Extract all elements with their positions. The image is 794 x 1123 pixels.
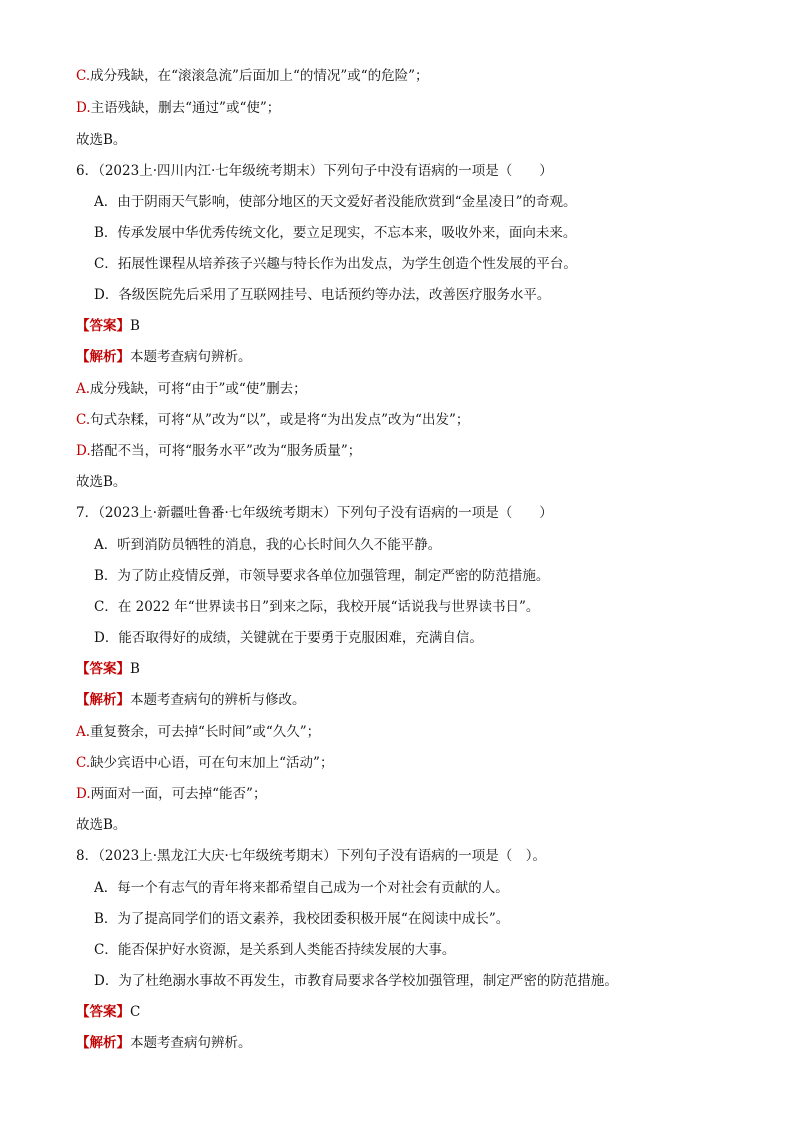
option-c: C．能否保护好水资源，是关系到人类能否持续发展的大事。 [94,942,456,958]
option-d: D．能否取得好的成绩，关键就在于要勇于克服困难，充满自信。 [94,630,483,646]
analysis-text: 重复赘余，可去掉“长时间”或“久久”； [90,724,321,740]
option-a: A．由于阴雨天气影响，使部分地区的天文爱好者没能欣赏到“金星凌日”的奇观。 [94,194,577,210]
conclusion: 故选B。 [76,132,127,148]
analysis-text: 两面对一面，可去掉“能否”； [90,786,267,802]
analysis-prefix: D. [76,100,91,116]
answer-value: B [130,661,140,677]
analysis-line [76,753,754,773]
question-stem: 6．（2023上·四川内江·七年级统考期末）下列句子中没有语病的一项是（ ） [76,163,553,179]
analysis-line [76,784,754,804]
answer-line [76,659,754,679]
analysis-prefix: C. [76,68,91,84]
analysis-summary: 本题考查病句的辨析与修改。 [130,692,306,708]
analysis-head [76,1033,754,1053]
question-stem: 8．（2023上·黑龙江大庆·七年级统考期末）下列句子没有语病的一项是（ ）。 [76,848,547,864]
analysis-text: 缺少宾语中心语，可在句末加上“活动”； [90,755,334,771]
option-b: B．为了防止疫情反弹，市领导要求各单位加强管理，制定严密的防范措施。 [94,568,550,584]
analysis-text: 成分残缺，在“滚滚急流”后面加上“的情况”或“的危险”； [90,68,429,84]
analysis-prefix: C. [76,755,91,771]
answer-label: 【答案】 [76,318,130,334]
analysis-prefix: D. [76,443,91,459]
analysis-text: 主语残缺，删去“通过”或“使”； [90,100,281,116]
question-stem: 7．（2023上·新疆吐鲁番·七年级统考期末）下列句子没有语病的一项是（ ） [76,505,553,521]
option-a: A．听到消防员牺牲的消息，我的心长时间久久不能平静。 [94,537,442,553]
option-b: B．为了提高同学们的语文素养，我校团委积极开展“在阅读中成长”。 [94,911,510,927]
analysis-head [76,690,754,710]
analysis-label: 【解析】 [76,1035,130,1051]
option-d: D．各级医院先后采用了互联网挂号、电话预约等办法，改善医疗服务水平。 [94,287,551,303]
analysis-label: 【解析】 [76,349,130,365]
analysis-summary: 本题考查病句辨析。 [130,1035,252,1051]
option-c: C．在 2022 年“世界读书日”到来之际，我校开展“话说我与世界读书日”。 [94,599,540,615]
analysis-line [76,379,754,399]
conclusion: 故选B。 [76,474,127,490]
analysis-line [76,441,754,461]
option-b: B．传承发展中华优秀传统文化，要立足现实，不忘本来，吸收外来，面向未来。 [94,225,577,241]
answer-line [76,1002,754,1022]
answer-label: 【答案】 [76,661,130,677]
option-c: C．拓展性课程从培养孩子兴趣与特长作为出发点，为学生创造个性发展的平台。 [94,256,577,272]
analysis-prefix: D. [76,786,91,802]
analysis-line [76,722,754,742]
analysis-line [76,410,754,430]
analysis-head [76,347,754,367]
analysis-prefix: A. [76,381,91,397]
analysis-line [76,98,754,118]
conclusion: 故选B。 [76,817,127,833]
answer-value: B [130,318,140,334]
analysis-text: 句式杂糅，可将“从”改为“以”，或是将“为出发点”改为“出发”； [90,412,470,428]
analysis-label: 【解析】 [76,692,130,708]
option-d: D．为了杜绝溺水事故不再发生，市教育局要求各学校加强管理，制定严密的防范措施。 [94,973,618,989]
answer-line [76,316,754,336]
answer-value: C [130,1004,141,1020]
option-a: A．每一个有志气的青年将来都希望自己成为一个对社会有贡献的人。 [94,880,509,896]
analysis-text: 成分残缺，可将“由于”或“使”删去； [90,381,307,397]
analysis-prefix: A. [76,724,91,740]
analysis-line [76,66,754,86]
analysis-summary: 本题考查病句辨析。 [130,349,252,365]
analysis-text: 搭配不当，可将“服务水平”改为“服务质量”； [90,443,362,459]
analysis-prefix: C. [76,412,91,428]
answer-label: 【答案】 [76,1004,130,1020]
